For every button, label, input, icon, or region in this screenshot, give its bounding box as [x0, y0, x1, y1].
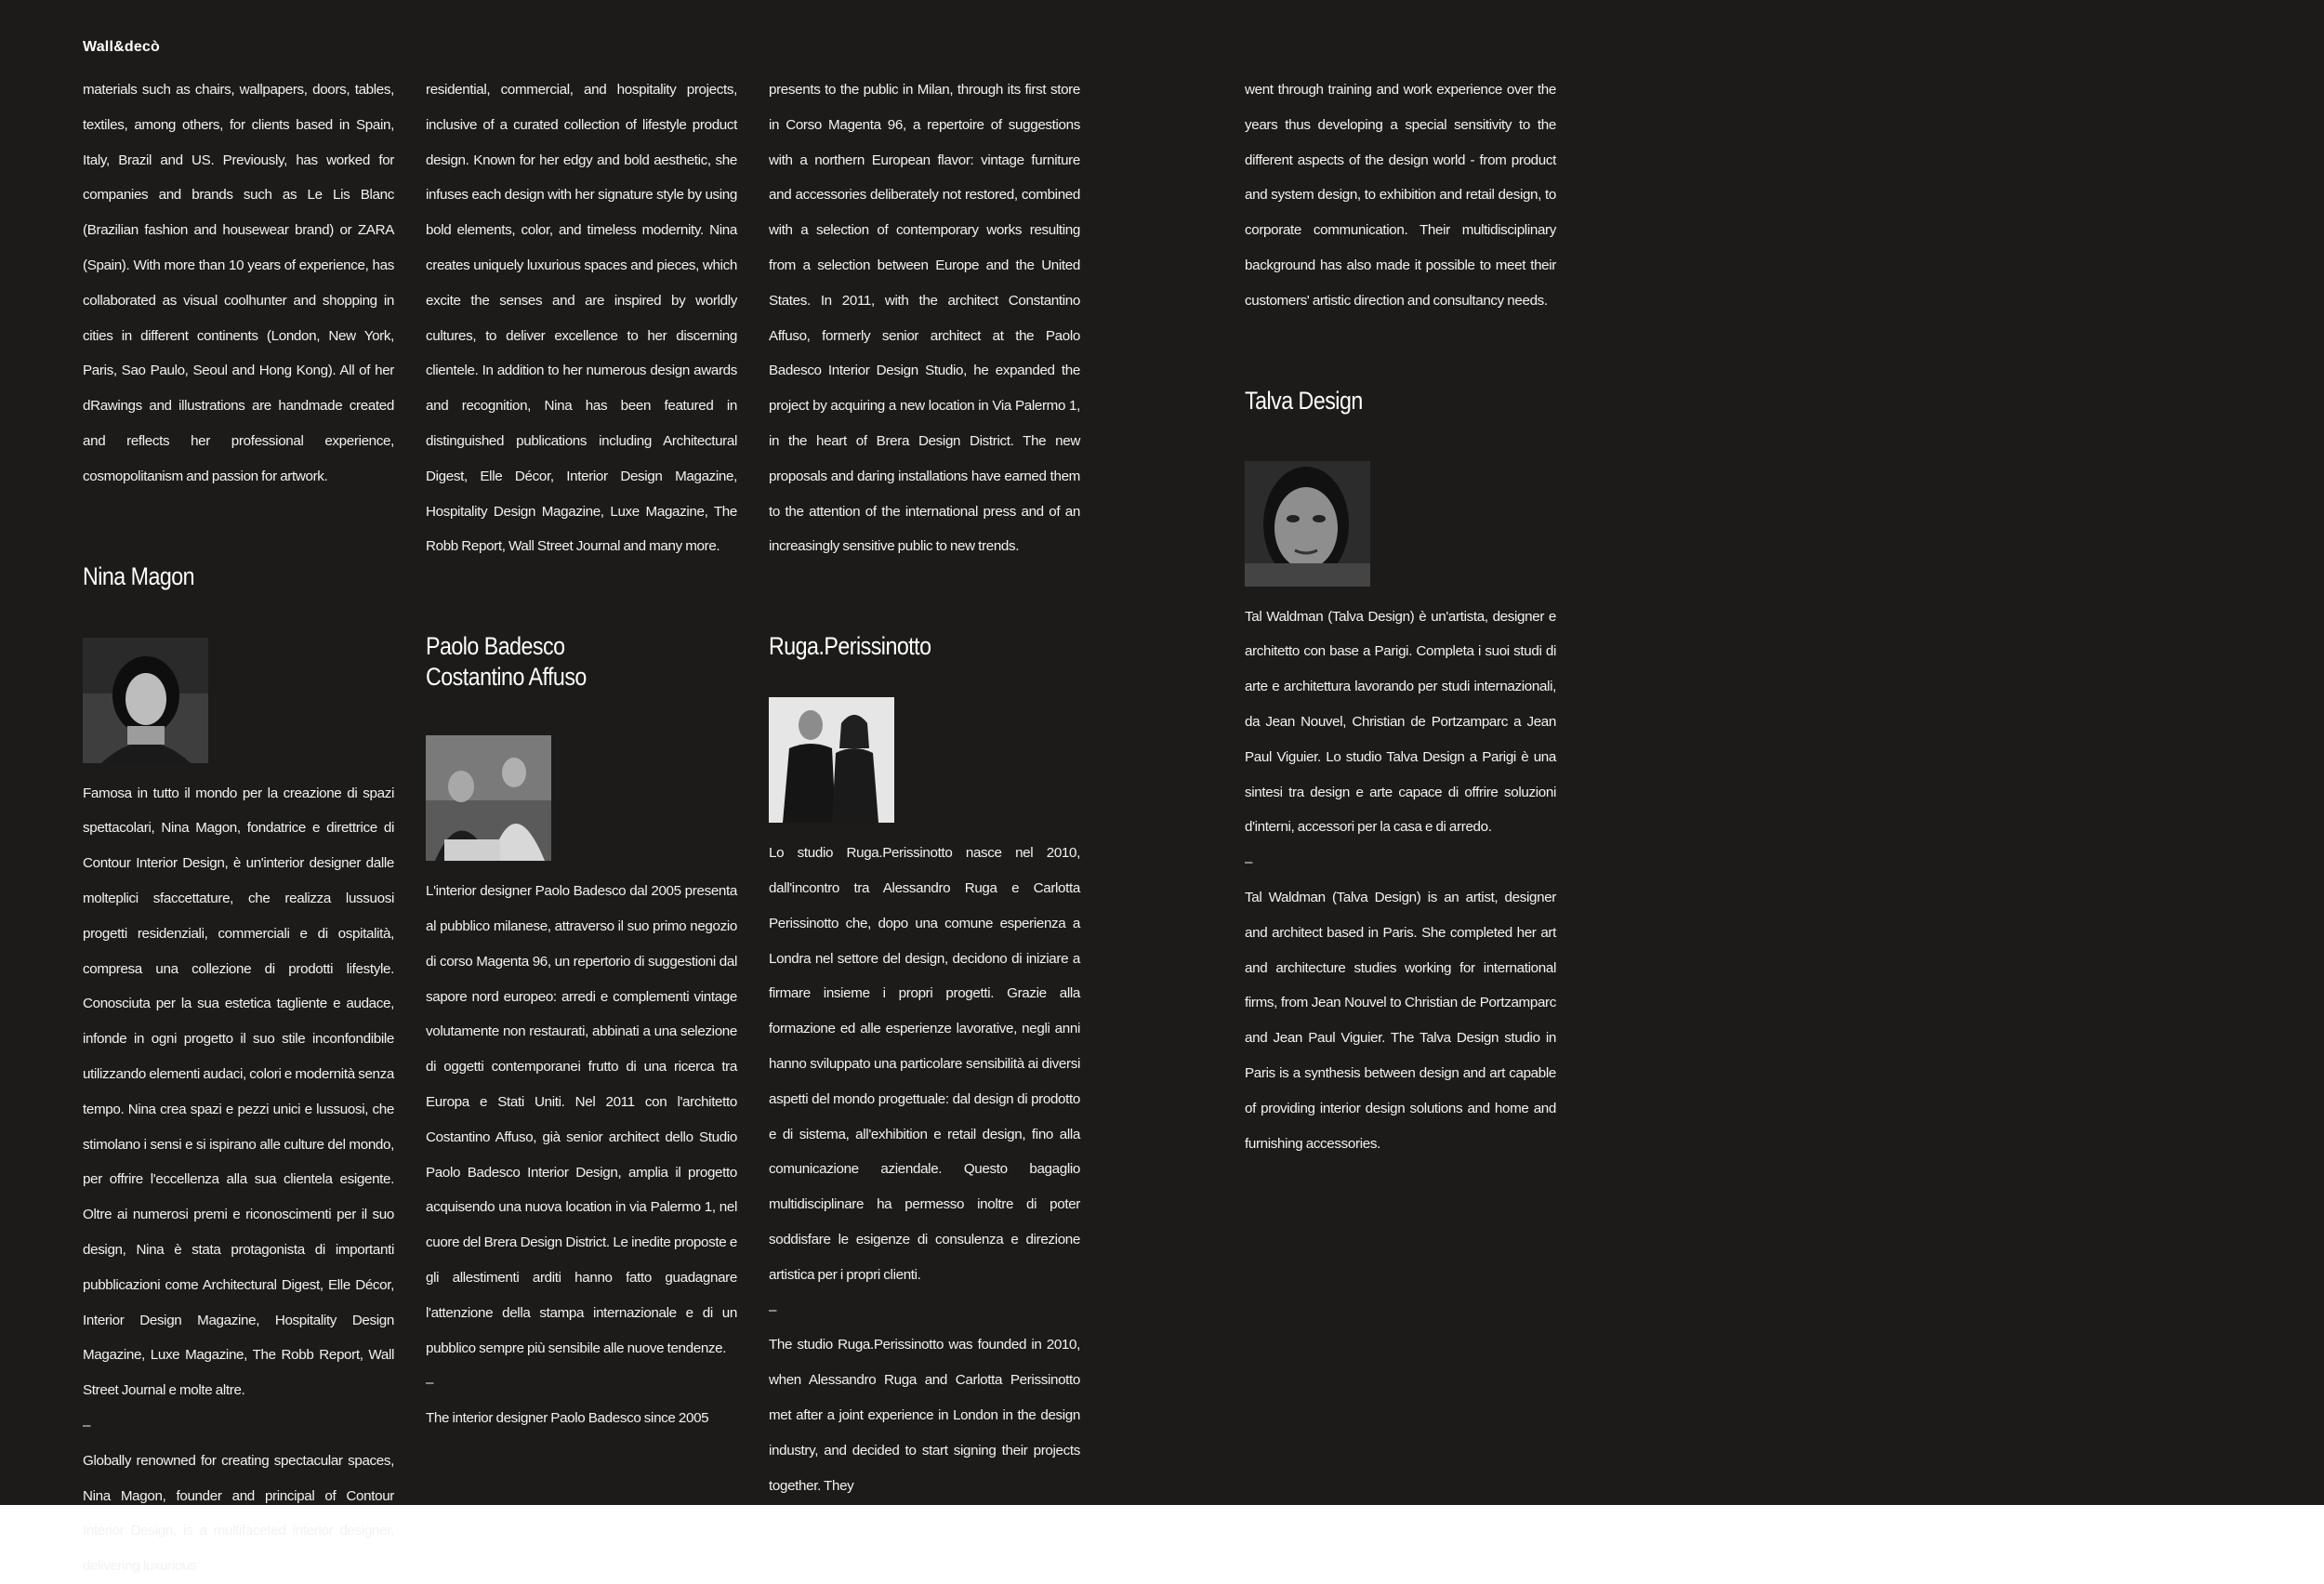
text-talva-english: Tal Waldman (Talva Design) is an artist, designer and architect based in Paris. She completed her art and architecture studies working for international firms, from Jean Nouvel to Christian de Portzamparc and Jean Paul Viguier. The Talva Design studio in Paris is a synthesis between design and art capable of providing interior design solutions and home and furnishing accessories.	[1245, 889, 1556, 1152]
heading-line-1: Paolo Badesco	[426, 632, 565, 661]
portrait-tal-waldman	[1245, 461, 1370, 587]
heading-ruga-perissinotto: Ruga.Perissinotto	[769, 632, 931, 661]
column-1	[83, 73, 394, 1584]
text-nina-italian: Famosa in tutto il mondo per la creazione di spazi spettacolari, Nina Magon, fondatrice e direttrice di Contour Interior Design, è un'interior designer dalle molteplici sfaccettature, che realizza lussuosi progetti residenziali, commerciali e di ospitalità, compresa una collezione di prodotti lifestyle. Conosciuta per la sua estetica tagliente e audace, infonde in ogni progetto il suo stile inconfondibile utilizzando elementi audaci, colori e modernità senza tempo. Nina crea spazi e pezzi unici e lussuosi, che stimolano i sensi e si ispirano alle culture del mondo, per offrire l'eccellenza alla sua clientela esigente. Oltre ai numerosi premi e riconoscimenti per il suo design, Nina è stata protagonista di importanti pubblicazioni come Architectural Digest, Elle Décor, Interior Design Magazine, Hospitality Design Magazine, Luxe Magazine, The Robb Report, Wall Street Journal e molte altre.	[83, 785, 394, 1399]
heading-talva-design: Talva Design	[1245, 386, 1363, 415]
text-ruga-english: The studio Ruga.Perissinotto was founded in 2010, when Alessandro Ruga and Carlotta Perissinotto met after a joint experience in London in the design industry, and decided to start signing their projects together. They	[769, 1337, 1080, 1494]
portrait-ruga-perissinotto	[769, 697, 894, 823]
text-nina-english-continued: residential, commercial, and hospitality projects, inclusive of a curated collection of lifestyle product design. Known for her edgy and bold aesthetic, she infuses each design with her signature style by using bold elements, color, and timeless modernity. Nina creates uniquely luxurious spaces and pieces, which excite the senses and are inspired by worldly cultures, to deliver excellence to her discerning clientele. In addition to her numerous design awards and recognition, Nina has been featured in distinguished publications including Architectural Digest, Elle Décor, Interior Design Magazine, Hospitality Design Magazine, Luxe Magazine, The Robb Report, Wall Street Journal and many more.	[426, 82, 737, 555]
text-badesco-english-continued: presents to the public in Milan, through its first store in Corso Magenta 96, a repertoire of suggestions with a northern European flavor: vintage furniture and accessories deliberately not restored, combined with a selection of contemporary works resulting from a selection between Europe and the United States. In 2011, with the architect Constantino Affuso, formerly senior architect at the Paolo Badesco Interior Design Studio, he expanded the project by acquiring a new location in Via Palermo 1, in the heart of Brera Design District. The new proposals and daring installations have earned them to the attention of the international press and of an increasingly sensitive public to new trends.	[769, 82, 1080, 555]
column-4	[1245, 73, 1556, 1161]
separator-dash: –	[1245, 854, 1253, 871]
text-ruga-english-continued: went through training and work experience over the years thus developing a special sensitivity to the different aspects of the design world - from product and system design, to exhibition and retail design, to corporate communication. Their multidisciplinary background has also made it possible to meet their customers' artistic direction and consultancy needs.	[1245, 82, 1556, 309]
separator-dash: –	[769, 1301, 777, 1318]
heading-line-2: Costantino Affuso	[426, 663, 587, 692]
photo-nina-magon	[83, 638, 208, 763]
separator-dash: –	[426, 1375, 434, 1392]
text-badesco-english: The interior designer Paolo Badesco since 2005	[426, 1410, 709, 1427]
column-2	[426, 73, 737, 1436]
text-nina-english: Globally renowned for creating spectacular spaces, Nina Magon, founder and principal of Contour Interior Design, is a multifaceted interior designer, delivering luxurious	[83, 1452, 394, 1575]
photo-ruga-perissinotto	[769, 697, 894, 823]
portrait-badesco-affuso	[426, 735, 551, 861]
portrait-nina-magon	[83, 638, 208, 763]
text-nina-intro-continued: materials such as chairs, wallpapers, doors, tables, textiles, among others, for clients based in Spain, Italy, Brazil and US. Previously, has worked for companies and brands such as Le Lis Blanc (Brazilian fashion and housewear brand) or ZARA (Spain). With more than 10 years of experience, has collaborated as visual coolhunter and shopping in cities in different continents (London, New York, Paris, Sao Paulo, Seoul and Hong Kong). All of her dRawings and illustrations are handmade created and reflects her professional experience, cosmopolitanism and passion for artwork.	[83, 82, 394, 484]
text-ruga-italian: Lo studio Ruga.Perissinotto nasce nel 2010, dall'incontro tra Alessandro Ruga e Carlotta Perissinotto che, dopo una comune esperienza a Londra nel settore del design, decidono di iniziare a firmare insieme i propri progetti. Grazie alla formazione ed alle esperienze lavorative, negli anni hanno sviluppato una particolare sensibilità ai diversi aspetti del mondo progettuale: dal design di prodotto e di sistema, all'exhibition e retail design, fino alla comunicazione aziendale. Questo bagaglio multidisciplinare ha permesso inoltre di poter soddisfare le esigenze di consulenza e direzione artistica per i propri clienti.	[769, 845, 1080, 1283]
brand-logo-text: Wall&decò	[83, 39, 160, 55]
text-badesco-italian: L'interior designer Paolo Badesco dal 2005 presenta al pubblico milanese, attraverso il suo primo negozio di corso Magenta 96, un repertorio di suggestioni dal sapore nord europeo: arredi e complementi vintage volutamente non restaurati, abbinati a una selezione di oggetti contemporanei frutto di una ricerca tra Europa e Stati Uniti. Nel 2011 con l'architetto Costantino Affuso, già senior architect dello Studio Paolo Badesco Interior Design, amplia il progetto acquisendo una nuova location in via Palermo 1, nel cuore del Brera Design District. Le inedite proposte e gli allestimenti arditi hanno fatto guadagnare l'attenzione della stampa internazionale e di un pubblico sempre più sensibile alle nuove tendenze.	[426, 883, 737, 1356]
column-3	[769, 73, 1080, 1503]
heading-paolo-badesco	[426, 631, 693, 693]
photo-talva-design	[1245, 461, 1370, 587]
separator-dash: –	[83, 1417, 91, 1433]
heading-nina-magon: Nina Magon	[83, 561, 195, 590]
text-talva-italian: Tal Waldman (Talva Design) è un'artista, designer e architetto con base a Parigi. Completa i suoi studi di arte e architettura lavorando per studi internazionali, da Jean Nouvel, Christian de Portzamparc a Jean Paul Viguier. Lo studio Talva Design a Parigi è una sintesi tra design e arte capace di offrire soluzioni d'interni, accessori per la casa e di arredo.	[1245, 608, 1556, 836]
photo-badesco-affuso	[426, 735, 551, 861]
